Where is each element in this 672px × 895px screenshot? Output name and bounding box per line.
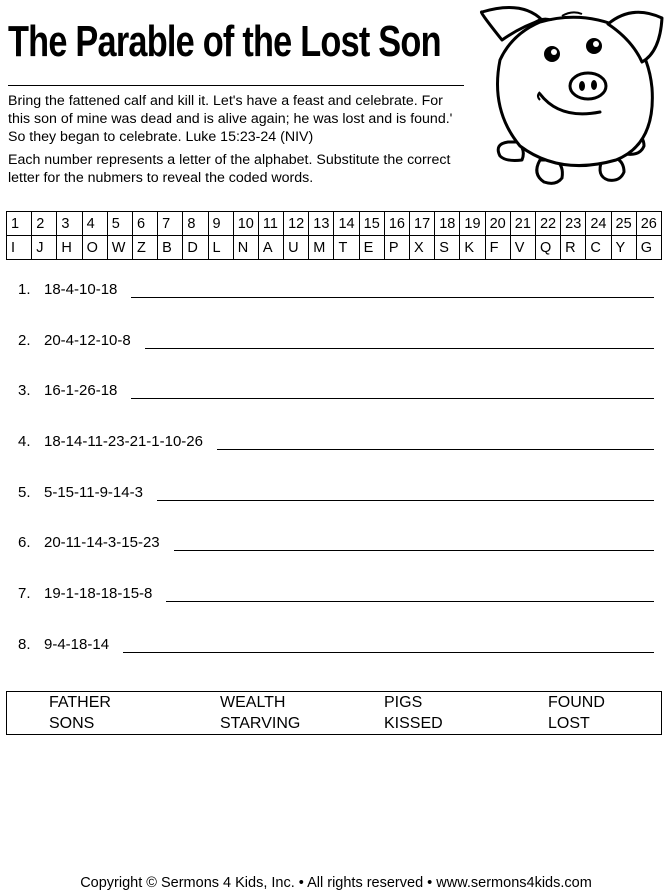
cipher-number-cell: 9	[208, 212, 233, 236]
answer-line[interactable]	[217, 449, 654, 450]
cipher-number-cell: 3	[57, 212, 82, 236]
cipher-number-cell: 8	[183, 212, 208, 236]
cipher-number-cell: 4	[82, 212, 107, 236]
cipher-number-cell: 2	[32, 212, 57, 236]
cipher-number-cell: 13	[309, 212, 334, 236]
scripture-text: Bring the fattened calf and kill it. Let's have a feast and celebrate. For this son of mine was dead and is alive again; he was lost and is found.' So they began to celebrate. Luke 15:23-24 (NIV)	[8, 93, 453, 145]
puzzle-number: 4.	[18, 433, 31, 450]
cipher-letter-cell: E	[359, 236, 384, 260]
puzzle-code: 20-11-14-3-15-23	[44, 534, 160, 551]
puzzle-code: 9-4-18-14	[44, 636, 110, 653]
cipher-letter-cell: B	[158, 236, 183, 260]
cipher-letter-cell: F	[485, 236, 510, 260]
cipher-letter-cell: W	[107, 236, 132, 260]
puzzle-item-7	[18, 578, 654, 602]
puzzle-number: 2.	[18, 332, 31, 349]
cipher-letter-cell: C	[586, 236, 611, 260]
answer-line[interactable]	[157, 500, 654, 501]
cipher-letter-cell: J	[32, 236, 57, 260]
cipher-letter-cell: O	[82, 236, 107, 260]
cipher-key-table	[6, 211, 662, 260]
puzzle-number: 3.	[18, 382, 31, 399]
word-bank-item: LOST	[548, 715, 590, 732]
puzzle-item-2	[18, 325, 654, 349]
answer-line[interactable]	[123, 652, 654, 653]
cipher-number-row	[7, 212, 662, 236]
word-bank-item: FOUND	[548, 694, 605, 711]
puzzle-code: 16-1-26-18	[44, 382, 118, 399]
cipher-number-cell: 21	[510, 212, 535, 236]
puzzle-number: 8.	[18, 636, 31, 653]
answer-line[interactable]	[174, 550, 654, 551]
puzzle-number: 6.	[18, 534, 31, 551]
cipher-number-cell: 12	[284, 212, 309, 236]
puzzle-number: 1.	[18, 281, 31, 298]
puzzle-number: 7.	[18, 585, 31, 602]
cipher-number-cell: 26	[636, 212, 661, 236]
cipher-number-cell: 19	[460, 212, 485, 236]
word-bank-item: SONS	[49, 715, 95, 732]
cipher-letter-row	[7, 236, 662, 260]
cipher-letter-cell: L	[208, 236, 233, 260]
puzzle-code: 18-14-11-23-21-1-10-26	[44, 433, 203, 450]
puzzle-item-4	[18, 426, 654, 450]
cipher-number-cell: 15	[359, 212, 384, 236]
cipher-letter-cell: D	[183, 236, 208, 260]
puzzle-item-8	[18, 629, 654, 653]
word-bank-item: STARVING	[220, 715, 301, 732]
cipher-number-cell: 5	[107, 212, 132, 236]
answer-line[interactable]	[131, 297, 654, 298]
puzzle-item-6	[18, 527, 654, 551]
cipher-number-cell: 10	[233, 212, 258, 236]
word-bank-item: PIGS	[384, 694, 423, 711]
word-bank-item: FATHER	[49, 694, 111, 711]
cipher-number-cell: 17	[410, 212, 435, 236]
answer-line[interactable]	[131, 398, 654, 399]
cipher-letter-cell: G	[636, 236, 661, 260]
cipher-letter-cell: T	[334, 236, 359, 260]
cipher-number-cell: 7	[158, 212, 183, 236]
cipher-letter-cell: M	[309, 236, 334, 260]
cipher-letter-cell: Z	[132, 236, 157, 260]
cipher-letter-cell: Q	[535, 236, 560, 260]
instructions-text: Each number represents a letter of the alphabet. Substitute the correct letter for the nubmers to reveal the coded words.	[8, 152, 451, 186]
cartoon-pig-icon	[470, 2, 670, 192]
cipher-letter-cell: I	[7, 236, 32, 260]
cipher-letter-cell: N	[233, 236, 258, 260]
puzzle-code: 5-15-11-9-14-3	[44, 484, 143, 501]
word-bank	[6, 691, 662, 735]
cipher-number-cell: 6	[132, 212, 157, 236]
puzzle-item-3	[18, 375, 654, 399]
puzzle-item-5	[18, 477, 654, 501]
cipher-number-cell: 22	[535, 212, 560, 236]
cipher-number-cell: 24	[586, 212, 611, 236]
cipher-letter-cell: P	[384, 236, 409, 260]
answer-line[interactable]	[166, 601, 654, 602]
cipher-number-cell: 14	[334, 212, 359, 236]
cipher-number-cell: 20	[485, 212, 510, 236]
cipher-letter-cell: H	[57, 236, 82, 260]
cipher-number-cell: 1	[7, 212, 32, 236]
puzzle-code: 19-1-18-18-15-8	[44, 585, 153, 602]
word-bank-item: KISSED	[384, 715, 443, 732]
cipher-letter-cell: X	[410, 236, 435, 260]
cipher-letter-cell: K	[460, 236, 485, 260]
puzzle-number: 5.	[18, 484, 31, 501]
cipher-number-cell: 25	[611, 212, 636, 236]
title-divider	[8, 85, 464, 86]
cipher-number-cell: 18	[435, 212, 460, 236]
word-bank-item: WEALTH	[220, 694, 286, 711]
puzzle-code: 18-4-10-18	[44, 281, 118, 298]
page-title: The Parable of the Lost Son	[8, 17, 441, 66]
cipher-number-cell: 16	[384, 212, 409, 236]
cipher-number-cell: 23	[561, 212, 586, 236]
cipher-letter-cell: R	[561, 236, 586, 260]
copyright-footer: Copyright © Sermons 4 Kids, Inc. • All rights reserved • www.sermons4kids.com	[80, 875, 592, 891]
puzzle-code: 20-4-12-10-8	[44, 332, 131, 349]
puzzle-item-1	[18, 274, 654, 298]
answer-line[interactable]	[145, 348, 654, 349]
cipher-letter-cell: S	[435, 236, 460, 260]
cipher-number-cell: 11	[258, 212, 283, 236]
cipher-letter-cell: V	[510, 236, 535, 260]
cipher-letter-cell: A	[258, 236, 283, 260]
cipher-letter-cell: U	[284, 236, 309, 260]
cipher-letter-cell: Y	[611, 236, 636, 260]
